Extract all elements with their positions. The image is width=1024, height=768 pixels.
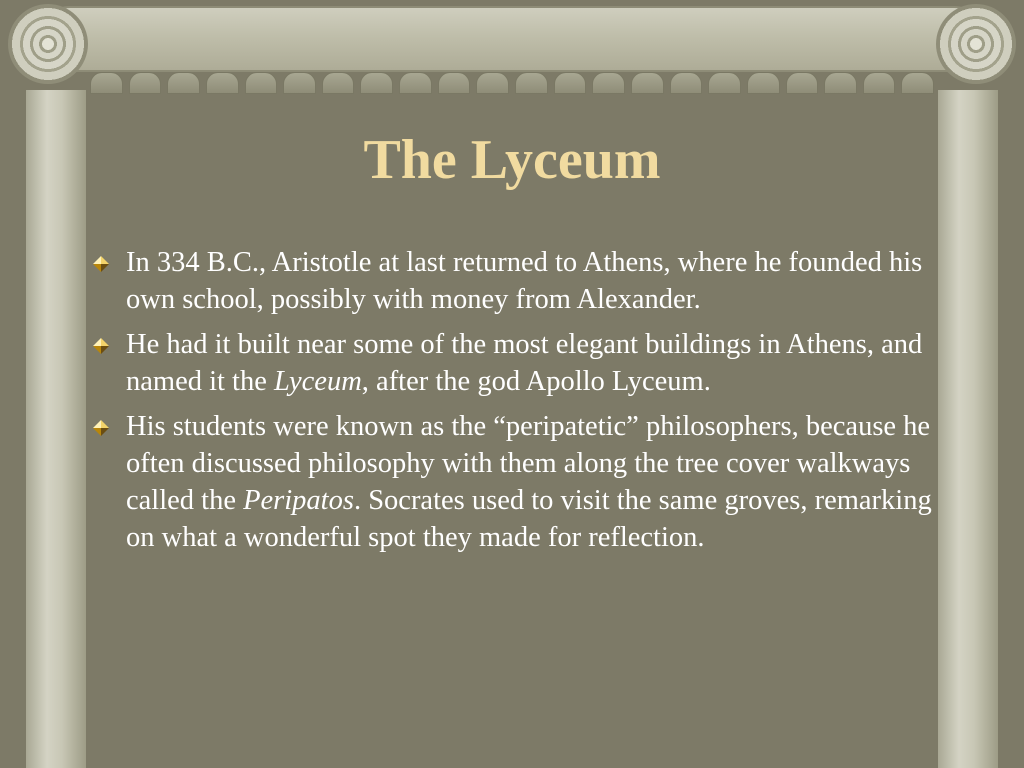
bullet-list	[92, 244, 952, 564]
dentil	[708, 72, 741, 94]
column-capital	[0, 0, 1024, 100]
bullet-item	[92, 408, 952, 556]
dentil	[786, 72, 819, 94]
bullet-text: He had it built near some of the most elegant buildings in Athens, and named it the	[126, 329, 923, 397]
dentil	[592, 72, 625, 94]
capital-beam	[40, 6, 984, 72]
dentil	[438, 72, 471, 94]
dentil	[670, 72, 703, 94]
slide-title: The Lyceum	[363, 129, 661, 191]
dentil	[554, 72, 587, 94]
dentil	[476, 72, 509, 94]
dentil	[283, 72, 316, 94]
dentil	[129, 72, 162, 94]
italic-term: Lyceum	[274, 366, 362, 397]
dentil	[206, 72, 239, 94]
left-volute-icon	[8, 4, 88, 84]
italic-term: Peripatos	[243, 485, 354, 516]
bullet-text: . Socrates used to visit the same groves, remarking on what a wonderful spot they made for reflection.	[126, 485, 932, 553]
dentil	[167, 72, 200, 94]
bullet-item	[92, 244, 952, 318]
dentil	[901, 72, 934, 94]
diamond-bullet-icon	[92, 255, 110, 273]
dentil	[245, 72, 278, 94]
bullet-item	[92, 326, 952, 400]
bullet-text: In 334 B.C., Aristotle at last returned to Athens, where he founded his own school, possibly with money from Alexander.	[126, 247, 923, 315]
dentil	[631, 72, 664, 94]
dentil	[863, 72, 896, 94]
background-right	[998, 90, 1024, 768]
background-left	[0, 90, 26, 768]
diamond-bullet-icon	[92, 337, 110, 355]
bullet-text: , after the god Apollo Lyceum.	[361, 366, 711, 397]
dentil	[90, 72, 123, 94]
bullet-text: His students were known as the “peripatetic” philosophers, because he often discussed philosophy with them along the tree cover walkways called the	[126, 411, 931, 516]
right-volute-icon	[936, 4, 1016, 84]
dentil	[747, 72, 780, 94]
diamond-bullet-icon	[92, 419, 110, 437]
dentil	[322, 72, 355, 94]
left-column-shaft	[26, 90, 86, 768]
dentil	[360, 72, 393, 94]
dentil	[399, 72, 432, 94]
dentil-row	[86, 72, 938, 92]
dentil	[515, 72, 548, 94]
dentil	[824, 72, 857, 94]
